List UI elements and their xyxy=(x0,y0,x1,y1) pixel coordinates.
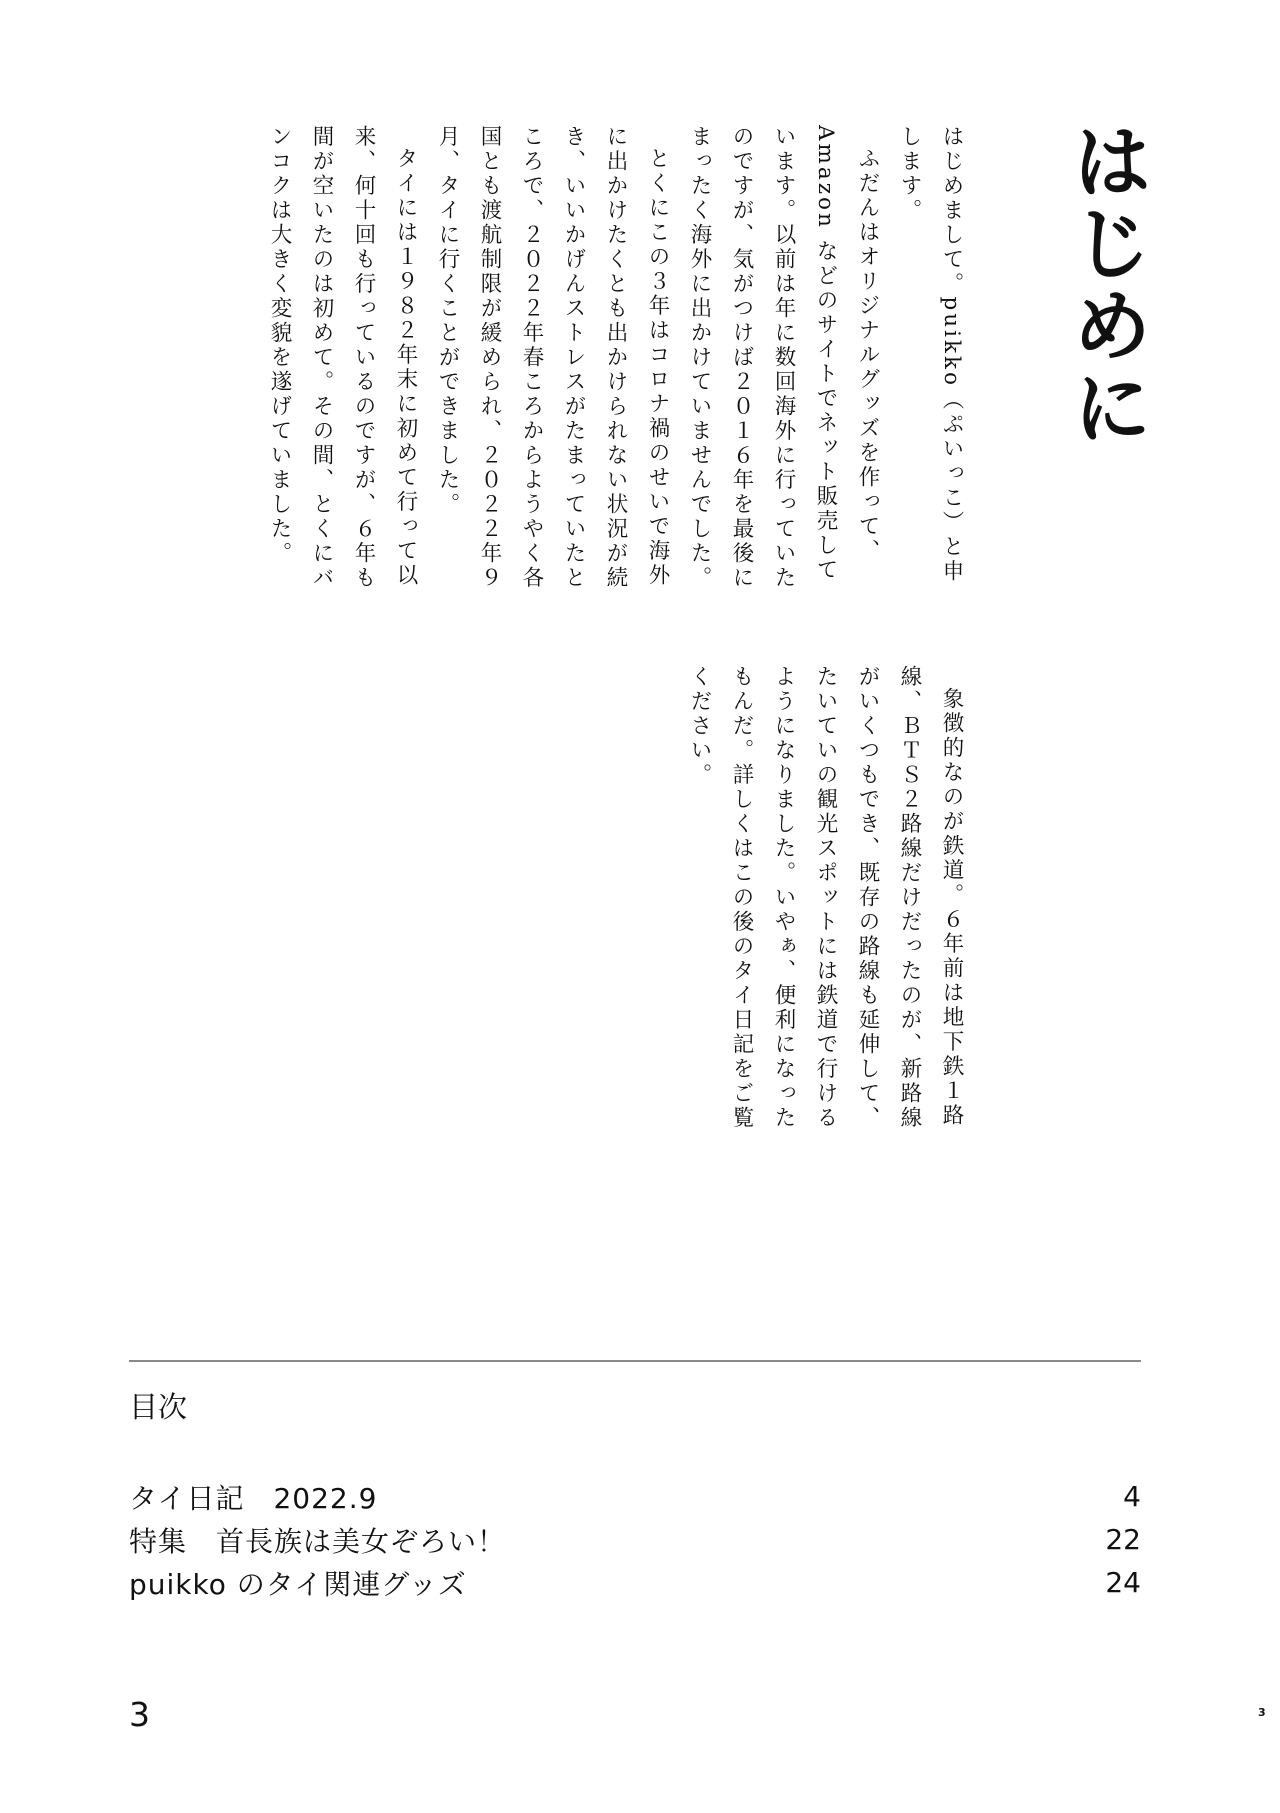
page-number: 3 xyxy=(129,1695,150,1734)
body-text-lower xyxy=(632,665,972,1135)
body-text-upper xyxy=(122,125,972,605)
toc-item[interactable] xyxy=(129,1475,1141,1518)
corner-page-mark: 3 xyxy=(1258,1706,1266,1719)
toc-item[interactable] xyxy=(129,1561,1141,1604)
toc-item-page: 24 xyxy=(1105,1566,1141,1599)
paragraph: ふだんはオリジナルグッズを作って、Amazon などのサイトでネット販売しています。以前は年に数回海外に行っていたのですが、気がつけば２０１６年を最後にまったく海外に出かけていませんでした。 xyxy=(687,125,880,591)
paragraph: とくにこの３年はコロナ禍のせいで海外に出かけたくとも出かけられない状況が続き、いいかげんストレスがたまっていたところで、２０２２年春ころからようやく各国とも渡航制限が緩められ、２０２２年９月、タイに行くことができました。 xyxy=(435,125,670,591)
toc-item-page: 22 xyxy=(1105,1523,1141,1556)
toc-heading: 目次 xyxy=(129,1390,188,1424)
toc-divider xyxy=(129,1360,1141,1362)
paragraph: 象徴的なのが鉄道。６年前は地下鉄１路線、ＢＴＳ２路線だけだったのが、新路線がいくつもでき、既存の路線も延伸して、たいていの観光スポットには鉄道で行けるようになりました。いやぁ、便利になったもんだ。詳しくはこの後のタイ日記をご覧ください。 xyxy=(687,665,964,1131)
paragraph: タイには１９８２年末に初めて行って以来、何十回も行っているのですが、６年も間が空いたのは初めて。その間、とくにバンコクは大きく変貌を遂げていました。 xyxy=(267,125,418,591)
paragraph: はじめまして。puikko（ぷいっこ）と申します。 xyxy=(897,125,964,584)
toc-item-page: 4 xyxy=(1123,1480,1141,1513)
toc-item-title: 特集 首長族は美女ぞろい！ xyxy=(129,1524,507,1558)
page-title: はじめに xyxy=(1059,120,1152,448)
toc-item-title: タイ日記 2022.9 xyxy=(129,1481,378,1515)
toc-item[interactable] xyxy=(129,1518,1141,1561)
table-of-contents xyxy=(129,1475,1141,1604)
toc-item-title: puikko のタイ関連グッズ xyxy=(129,1567,467,1601)
